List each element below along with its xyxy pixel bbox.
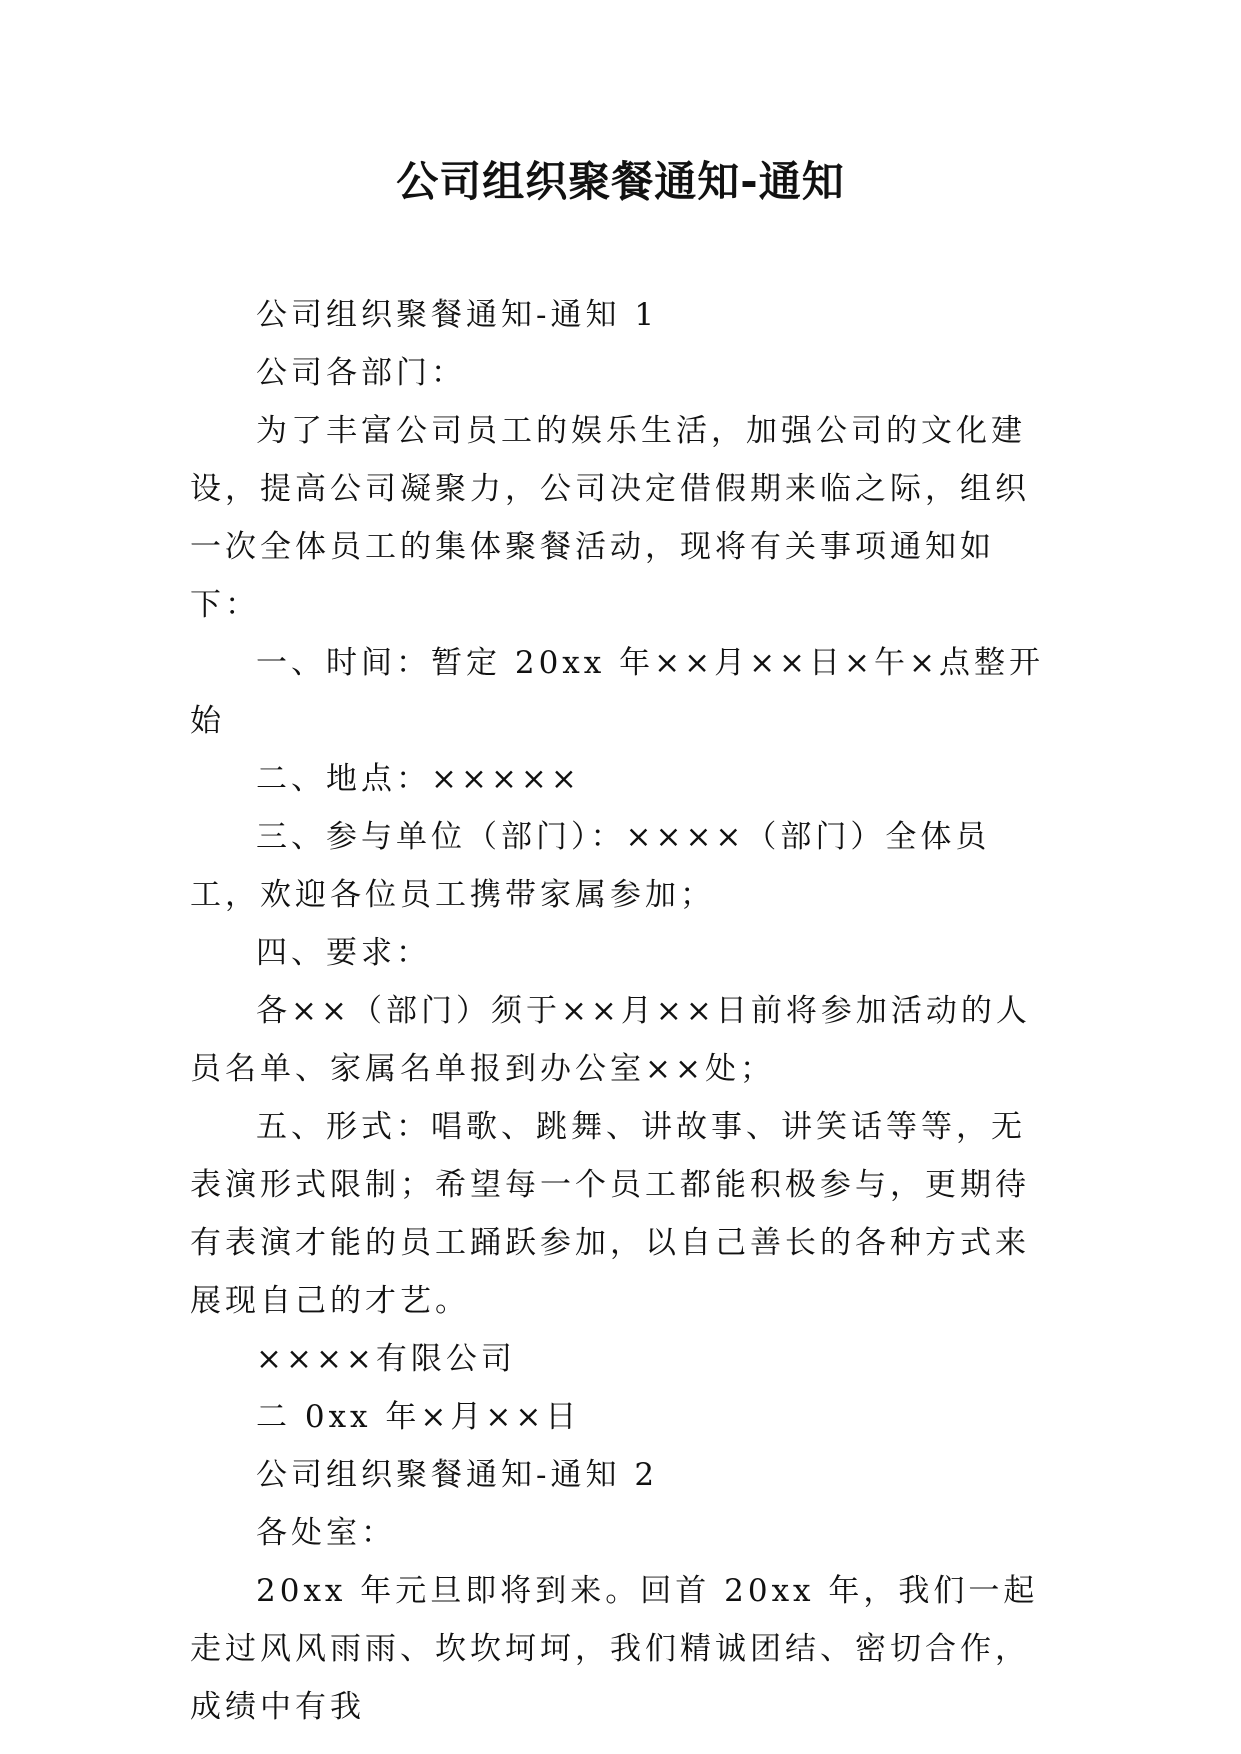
newyear-paragraph: 20xx 年元旦即将到来。回首 20xx 年，我们一起走过风风雨雨、坎坎坷坷，我们精诚团结、密切合作，成绩中有我 — [190, 1573, 1039, 1725]
notice-heading-2: 公司组织聚餐通知-通知 2 — [256, 1457, 659, 1493]
item-location: 二、地点：××××× — [256, 761, 581, 797]
signature-company: ××××有限公司 — [256, 1341, 516, 1377]
document-body — [190, 286, 1060, 1736]
requirements-detail: 各××（部门）须于××月××日前将参加活动的人员名单、家属名单报到办公室××处； — [190, 993, 1031, 1087]
notice-heading-1: 公司组织聚餐通知-通知 1 — [256, 297, 659, 333]
document-title: 公司组织聚餐通知-通知 — [396, 157, 845, 206]
item-format: 五、形式：唱歌、跳舞、讲故事、讲笑话等等，无表演形式限制；希望每一个员工都能积极参与，更期待有表演才能的员工踊跃参加，以自己善长的各种方式来展现自己的才艺。 — [190, 1109, 1030, 1319]
signature-date: 二 0xx 年×月××日 — [256, 1399, 581, 1435]
item-time: 一、时间：暂定 20xx 年××月××日×午×点整开始 — [190, 645, 1044, 739]
salutation: 公司各部门： — [256, 355, 466, 391]
salutation-2: 各处室： — [256, 1515, 396, 1551]
item-participants: 三、参与单位（部门）：××××（部门）全体员工，欢迎各位员工携带家属参加； — [190, 819, 991, 913]
item-requirements: 四、要求： — [256, 935, 431, 971]
intro-paragraph: 为了丰富公司员工的娱乐生活，加强公司的文化建设，提高公司凝聚力，公司决定借假期来临之际，组织一次全体员工的集体聚餐活动，现将有关事项通知如下： — [190, 413, 1030, 623]
